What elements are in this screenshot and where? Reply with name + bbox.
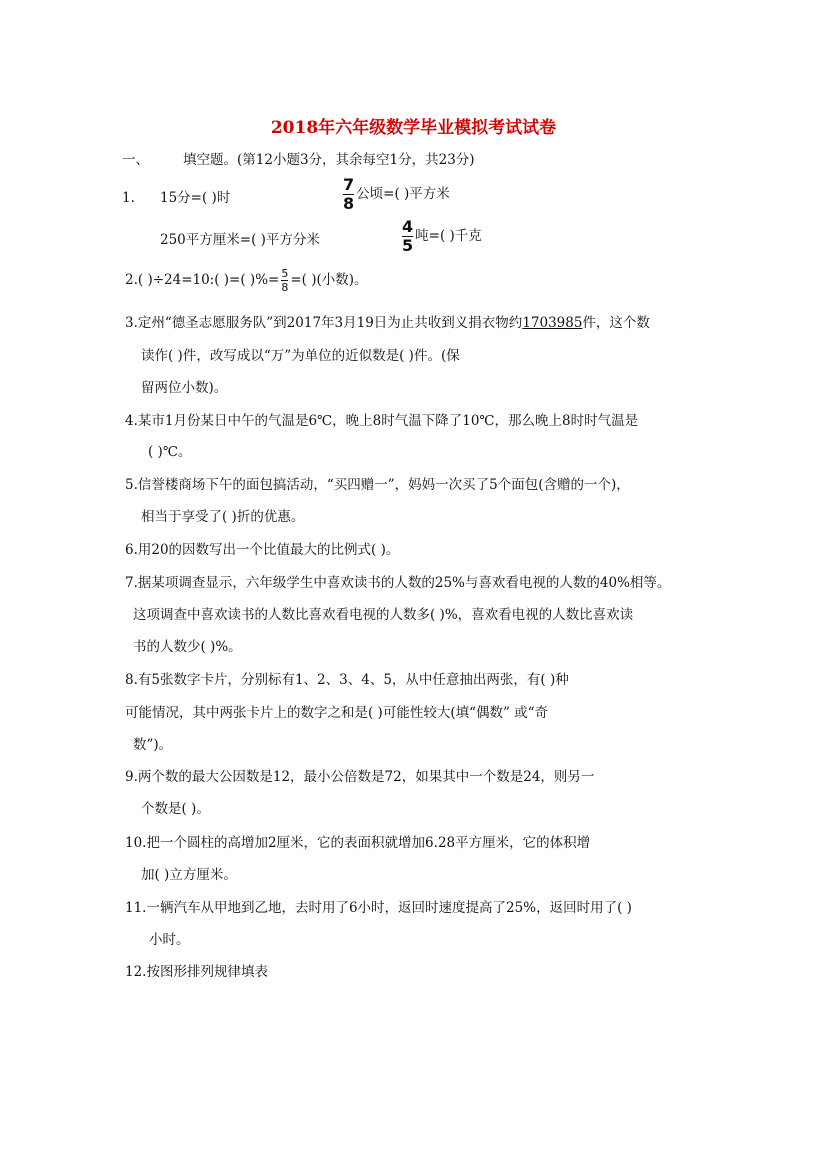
fraction-numerator: 7 — [343, 175, 355, 194]
fraction — [343, 177, 354, 212]
q2-line — [125, 268, 368, 293]
q6-line-1: 6.用20的因数写出一个比值最大的比例式( )。 — [125, 542, 400, 558]
q1-part-a: 15分=( )时 — [160, 190, 231, 206]
q3-line-1a: 3.定州“德圣志愿服务队”到2017年3月19日为止共收到义捐衣物约 — [125, 315, 523, 331]
section-number: 一、 — [122, 152, 149, 168]
page-title: 2018年六年级数学毕业模拟考试试卷 — [270, 118, 557, 138]
q7-line-1: 7.据某项调查显示，六年级学生中喜欢读书的人数的25%与喜欢看电视的人数的40%相等。 — [125, 575, 671, 591]
section-heading: 填空题。(第12小题3分，其余每空1分，共23分) — [183, 152, 475, 168]
q5-line-1: 5.信誉楼商场下午的面包搞活动，“买四赠一”，妈妈一次买了5个面包(含赠的一个)， — [125, 477, 630, 493]
q8-line-1: 8.有5张数字卡片，分别标有1、2、3、4、5，从中任意抽出两张，有( )种 — [125, 672, 569, 688]
q12-line-1: 12.按图形排列规律填表 — [125, 964, 268, 980]
q3-line-3: 留两位小数)。 — [141, 380, 228, 396]
q10-line-2: 加( )立方厘米。 — [141, 867, 237, 883]
q8-line-2: 可能情况，其中两张卡片上的数字之和是( )可能性较大(填“偶数” 或“奇 — [125, 705, 549, 721]
q1-number: 1. — [122, 190, 135, 206]
q2-tail: =( )(小数)。 — [290, 272, 368, 288]
fraction-denominator: 5 — [402, 236, 414, 255]
q11-line-1: 11.一辆汽车从甲地到乙地，去时用了6小时，返回时速度提高了25%，返回时用了( ) — [125, 900, 632, 916]
q9-line-1: 9.两个数的最大公因数是12，最小公倍数是72，如果其中一个数是24，则另一 — [125, 769, 595, 785]
q3-line-1 — [125, 314, 650, 332]
q10-line-1: 10.把一个圆柱的高增加2厘米，它的表面积就增加6.28平方厘米，它的体积增 — [125, 835, 591, 851]
q1-part-d-text: 吨=( )千克 — [415, 228, 482, 244]
fraction — [281, 268, 288, 293]
fraction-numerator: 5 — [281, 267, 289, 280]
q4-line-2: ( )℃。 — [148, 444, 192, 460]
q3-line-2: 读作( )件，改写成以“万”为单位的近似数是( )件。(保 — [141, 348, 460, 364]
q7-line-3: 书的人数少( )%。 — [133, 639, 242, 655]
fraction-numerator: 4 — [402, 217, 414, 236]
q3-number: 1703985 — [522, 315, 583, 331]
fraction-denominator: 8 — [281, 281, 289, 294]
q1-part-c: 250平方厘米=( )平方分米 — [160, 232, 320, 248]
fraction — [402, 219, 413, 254]
fraction-denominator: 8 — [343, 194, 355, 213]
q1-part-b-text: 公顷=( )平方米 — [356, 186, 450, 202]
q9-line-2: 个数是( )。 — [141, 801, 210, 817]
q1-part-d — [400, 219, 482, 254]
q3-line-1b: 件，这个数 — [582, 315, 650, 331]
q5-line-2: 相当于享受了( )折的优惠。 — [141, 509, 305, 525]
q7-line-2: 这项调查中喜欢读书的人数比喜欢看电视的人数多( )%，喜欢看电视的人数比喜欢读 — [133, 607, 634, 623]
q8-line-3: 数”)。 — [133, 737, 173, 753]
q4-line-1: 4.某市1月份某日中午的气温是6℃，晚上8时气温下降了10℃，那么晚上8时时气温是 — [125, 413, 639, 429]
q2-text: 2.( )÷24=10:( )=( )%= — [125, 272, 280, 288]
q1-part-b — [341, 177, 450, 212]
q11-line-2: 小时。 — [149, 932, 190, 948]
